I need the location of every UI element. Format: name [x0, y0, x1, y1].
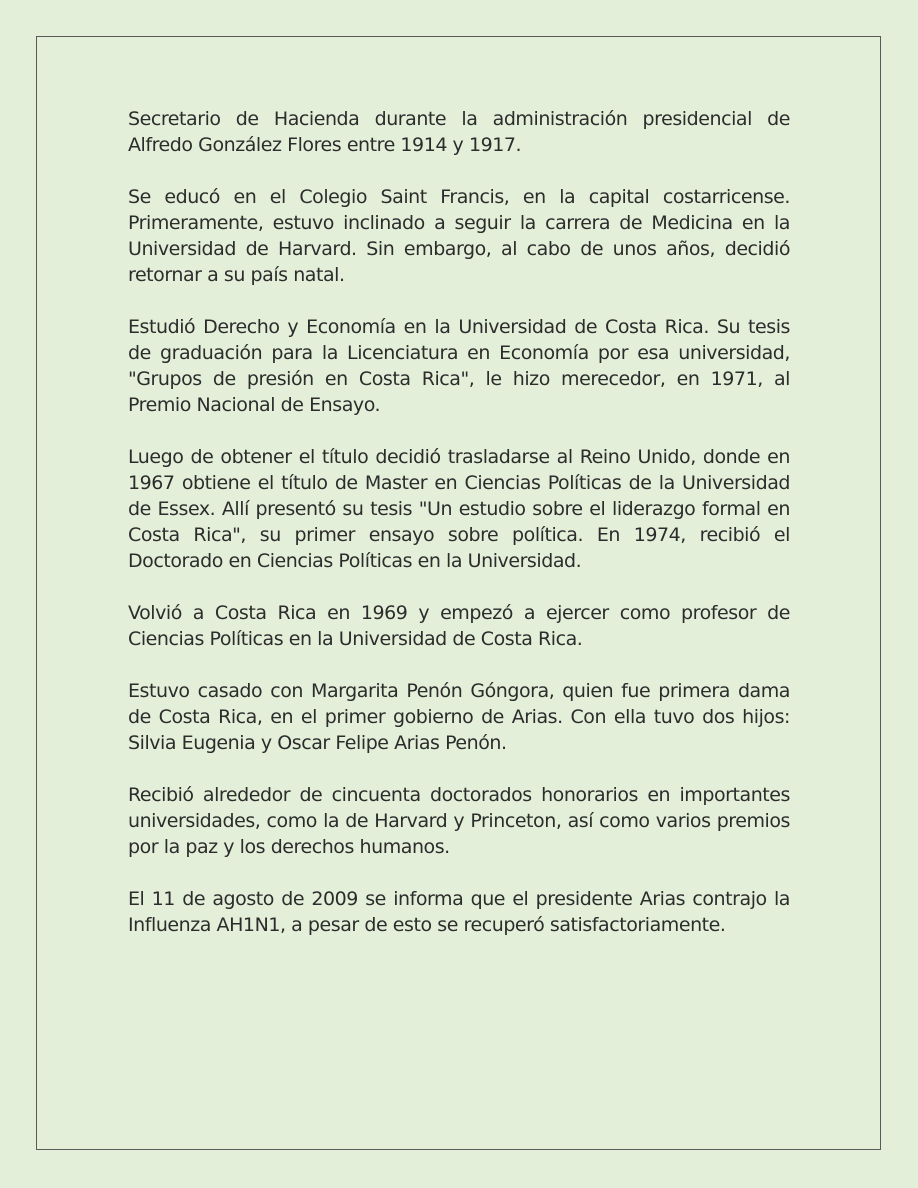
- paragraph-influenza: El 11 de agosto de 2009 se informa que el presidente Arias contrajo la Influenza AH1N1, a pesar de esto se recuperó satisfactoriamente.: [128, 888, 790, 936]
- paragraph-law-economics: Estudió Derecho y Economía en la Universidad de Costa Rica. Su tesis de graduación para la Licenciatura en Economía por esa universidad, "Grupos de presión en Costa Rica", le hizo merecedor, en 1971, al Premio Nacional de Ensayo.: [128, 316, 790, 416]
- paragraph-honorary-doctorates: Recibió alrededor de cincuenta doctorados honorarios en importantes universidades, como la de Harvard y Princeton, así como varios premios por la paz y los derechos humanos.: [128, 784, 790, 858]
- paragraph-essex: Luego de obtener el título decidió trasladarse al Reino Unido, donde en 1967 obtiene el título de Master en Ciencias Políticas de la Universidad de Essex. Allí presentó su tesis "Un estudio sobre el liderazgo formal en Costa Rica", su primer ensayo sobre política. En 1974, recibió el Doctorado en Ciencias Políticas en la Universidad.: [128, 446, 790, 572]
- paragraph-education: Se educó en el Colegio Saint Francis, en la capital costarricense. Primeramente, estuvo inclinado a seguir la carrera de Medicina en la Universidad de Harvard. Sin embargo, al cabo de unos años, decidió retornar a su país natal.: [128, 186, 790, 286]
- document-body: [128, 106, 790, 964]
- paragraph-professor: Volvió a Costa Rica en 1969 y empezó a ejercer como profesor de Ciencias Políticas en la Universidad de Costa Rica.: [128, 602, 790, 650]
- paragraph-marriage: Estuvo casado con Margarita Penón Góngora, quien fue primera dama de Costa Rica, en el primer gobierno de Arias. Con ella tuvo dos hijos: Silvia Eugenia y Oscar Felipe Arias Penón.: [128, 680, 790, 754]
- paragraph-hacienda: Secretario de Hacienda durante la administración presidencial de Alfredo González Flores entre 1914 y 1917.: [128, 108, 790, 156]
